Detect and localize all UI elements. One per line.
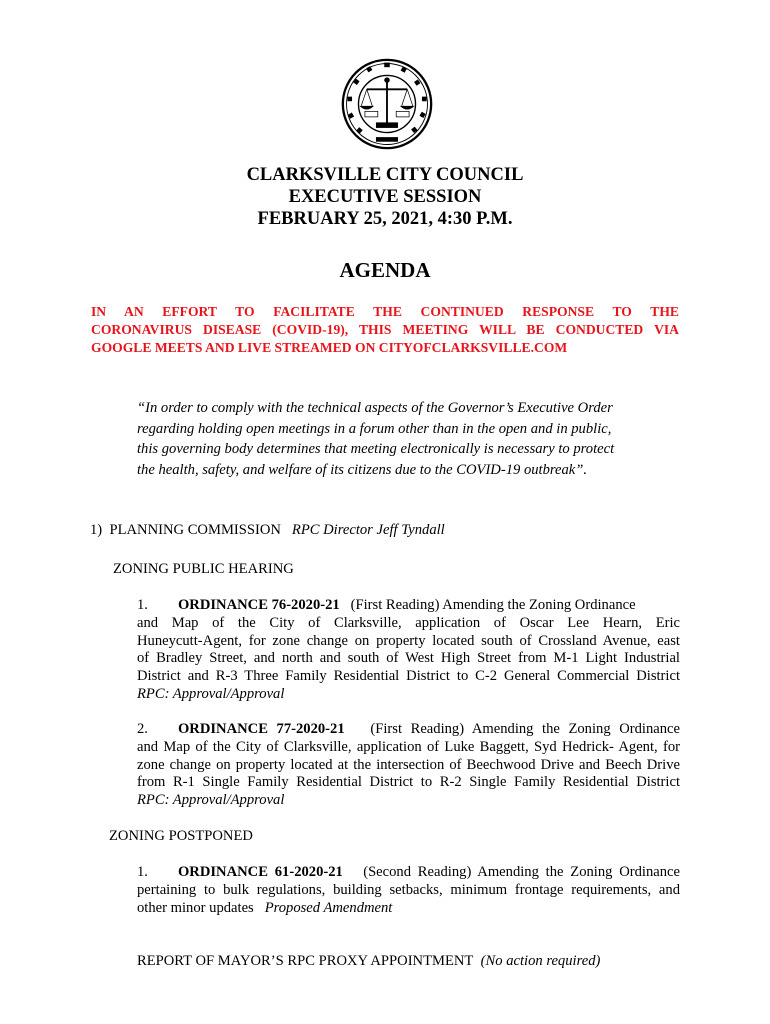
council-name: CLARKSVILLE CITY COUNCIL [246,165,524,185]
zoning-public-hearing-heading: ZONING PUBLIC HEARING [113,561,294,577]
section-heading [90,522,445,539]
ordinance-number: ORDINANCE 61-2020-21 [177,864,343,880]
ordinance-text: zone change on property located at the intersection of Beechwood Drive and Beech Drive [137,756,680,773]
meeting-title [0,164,770,230]
ordinance-first-line [137,864,680,882]
rpc-recommendation: RPC: Approval/Approval [137,685,285,702]
section-title: PLANNING COMMISSION [109,522,281,538]
ordinance-text: (First Reading) Amending the Zoning Ordinance [370,721,680,737]
ordinance-text: (First Reading) Amending the Zoning Ordinance [350,597,636,613]
covid-notice [91,303,679,357]
ordinance-first-line [137,597,680,615]
quote-line: this governing body determines that meeting electronically is necessary to protect [137,441,615,457]
zoning-postponed-heading: ZONING POSTPONED [109,828,253,844]
governor-order-quote [137,398,657,480]
ordinance-text: District and R-3 Three Family Residential District to C-2 General Commercial District [137,668,680,685]
ordinance-number: ORDINANCE 77-2020-21 [177,721,345,737]
ordinance-item [137,721,680,810]
meeting-date: FEBRUARY 25, 2021, 4:30 P.M. [257,209,513,229]
ordinance-item [137,864,680,917]
city-seal-icon [341,58,433,150]
ordinance-text: and Map of the City of Clarksville, application of Luke Baggett, Syd Hedrick- Agent, for [137,738,680,755]
section-presenter: RPC Director Jeff Tyndall [291,522,445,538]
section-number: 1) [90,522,103,538]
quote-line: “In order to comply with the technical aspects of the Governor’s Executive Order [137,400,613,416]
quote-line: the health, safety, and welfare of its citizens due to the COVID-19 outbreak”. [137,461,588,478]
ordinance-text: pertaining to bulk regulations, building setbacks, minimum frontage requirements, and [137,881,680,898]
ordinance-text: from R-1 Single Family Residential District to R-2 Single Family Residential District [137,774,680,791]
report-note: (No action required) [480,953,601,969]
session-type: EXECUTIVE SESSION [288,187,482,207]
mayor-report [137,953,600,970]
ordinance-item [137,597,680,704]
ordinance-text: (Second Reading) Amending the Zoning Ordinance [363,864,681,880]
item-number: 1. [137,864,148,880]
item-number: 2. [137,721,148,737]
agenda-heading: AGENDA [339,258,431,282]
ordinance-first-line [137,721,680,739]
ordinance-text: Huneycutt-Agent, for zone change on property located south of Crossland Avenue, east [137,632,680,649]
item-number: 1. [137,597,148,613]
ordinance-last-line [137,900,680,918]
ordinance-status: Proposed Amendment [264,899,393,916]
notice-line: IN AN EFFORT TO FACILITATE THE CONTINUED RESPONSE TO THE [91,304,679,319]
ordinance-text: other minor updates [137,899,254,916]
notice-line: GOOGLE MEETS AND LIVE STREAMED ON CITYOFCLARKSVILLE.COM [91,340,568,355]
ordinance-text: of Bradley Street, and north and south of West High Street from M-1 Light Industrial [137,650,680,667]
quote-line: regarding holding open meetings in a forum other than in the open and in public, [137,420,612,437]
report-text: REPORT OF MAYOR’S RPC PROXY APPOINTMENT [137,953,474,969]
notice-line: CORONAVIRUS DISEASE (COVID-19), THIS MEETING WILL BE CONDUCTED VIA [91,322,679,337]
ordinance-text: and Map of the City of Clarksville, application of Oscar Lee Hearn, Eric [137,614,680,631]
rpc-recommendation: RPC: Approval/Approval [137,792,285,809]
ordinance-number: ORDINANCE 76-2020-21 [177,597,340,613]
